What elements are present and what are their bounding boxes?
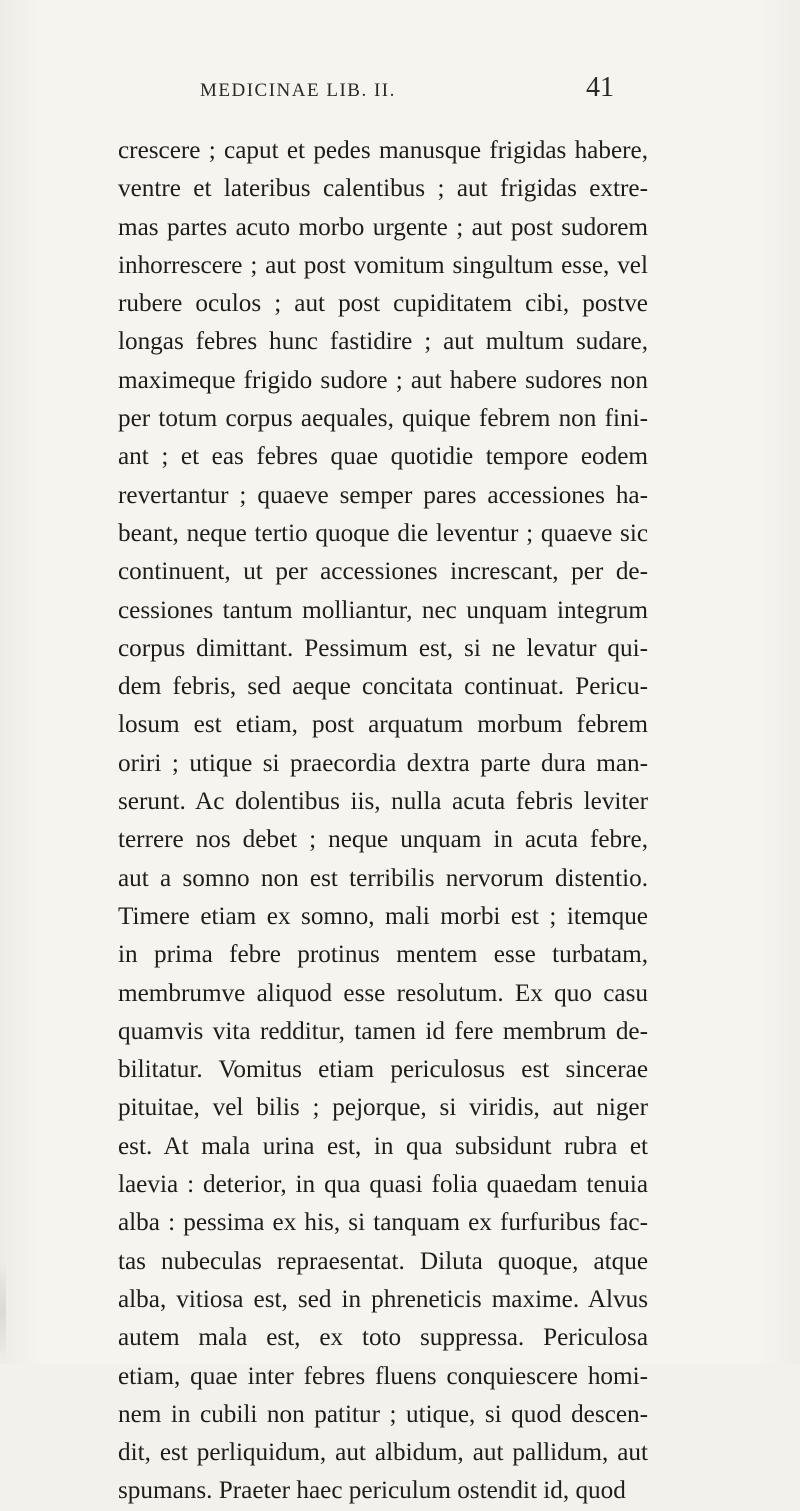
text-line: alba, vitiosa est, sed in phreneticis maxime. Alvus	[118, 1285, 648, 1313]
running-head	[200, 72, 630, 110]
text-line: cessiones tantum molliantur, nec unquam integrum	[118, 596, 648, 624]
text-line: terrere nos debet ; neque unquam in acuta febre,	[118, 826, 648, 854]
body-text	[118, 132, 648, 1511]
text-line: pituitae, vel bilis ; pejorque, si viridis, aut niger	[118, 1094, 648, 1122]
text-line: Timere etiam ex somno, mali morbi est ; itemque	[118, 902, 648, 930]
text-line: spumans. Praeter haec periculum ostendit id, quod	[118, 1477, 626, 1505]
text-line: laevia : deterior, in qua quasi folia quaedam tenuia	[118, 1171, 648, 1199]
text-line: inhorrescere ; aut post vomitum singultum esse, vel	[118, 251, 648, 279]
page-number: 41	[586, 72, 614, 103]
text-line: ant ; et eas febres quae quotidie tempore eodem	[118, 443, 648, 471]
text-line: ventre et lateribus calentibus ; aut frigidas extre-	[118, 175, 648, 203]
text-line: serunt. Ac dolentibus iis, nulla acuta febris leviter	[118, 788, 648, 816]
text-line: alba : pessima ex his, si tanquam ex furfuribus fac-	[118, 1209, 648, 1237]
text-line: losum est etiam, post arquatum morbum febrem	[118, 711, 648, 739]
text-line: rubere oculos ; aut post cupiditatem cibi, postve	[118, 290, 648, 318]
text-line: corpus dimittant. Pessimum est, si ne levatur qui-	[118, 634, 648, 662]
text-line: dit, est perliquidum, aut albidum, aut pallidum, aut	[118, 1439, 648, 1467]
text-line: continuent, ut per accessiones increscant, per de-	[118, 558, 648, 586]
text-line: etiam, quae inter febres fluens conquiescere homi-	[118, 1362, 648, 1390]
text-line: beant, neque tertio quoque die leventur ; quaeve sic	[118, 519, 648, 547]
text-line: aut a somno non est terribilis nervorum distentio.	[118, 864, 648, 892]
text-line: membrumve aliquod esse resolutum. Ex quo casu	[118, 979, 648, 1007]
text-line: nem in cubili non patitur ; utique, si quod descen-	[118, 1400, 648, 1428]
running-title: MEDICINAE LIB. II.	[200, 80, 396, 101]
text-line: quamvis vita redditur, tamen id fere membrum de-	[118, 1017, 648, 1045]
text-line: oriri ; utique si praecordia dextra parte dura man-	[118, 749, 648, 777]
text-line: per totum corpus aequales, quique febrem non fini-	[118, 405, 648, 433]
text-line: bilitatur. Vomitus etiam periculosus est sincerae	[118, 1056, 648, 1084]
text-line: revertantur ; quaeve semper pares accessiones ha-	[118, 481, 648, 509]
text-line: autem mala est, ex toto suppressa. Periculosa	[118, 1324, 648, 1352]
text-line: dem febris, sed aeque concitata continuat. Pericu-	[118, 673, 648, 701]
text-line: mas partes acuto morbo urgente ; aut post sudorem	[118, 213, 648, 241]
text-line: maximeque frigido sudore ; aut habere sudores non	[118, 366, 648, 394]
text-line: crescere ; caput et pedes manusque frigidas habere,	[118, 137, 648, 164]
text-line: tas nubeculas repraesentat. Diluta quoque, atque	[118, 1247, 648, 1275]
page-edge-shadow	[0, 1260, 6, 1360]
text-line: in prima febre protinus mentem esse turbatam,	[118, 941, 648, 969]
text-line: est. At mala urina est, in qua subsidunt rubra et	[118, 1132, 648, 1160]
text-line: longas febres hunc fastidire ; aut multum sudare,	[118, 328, 648, 356]
